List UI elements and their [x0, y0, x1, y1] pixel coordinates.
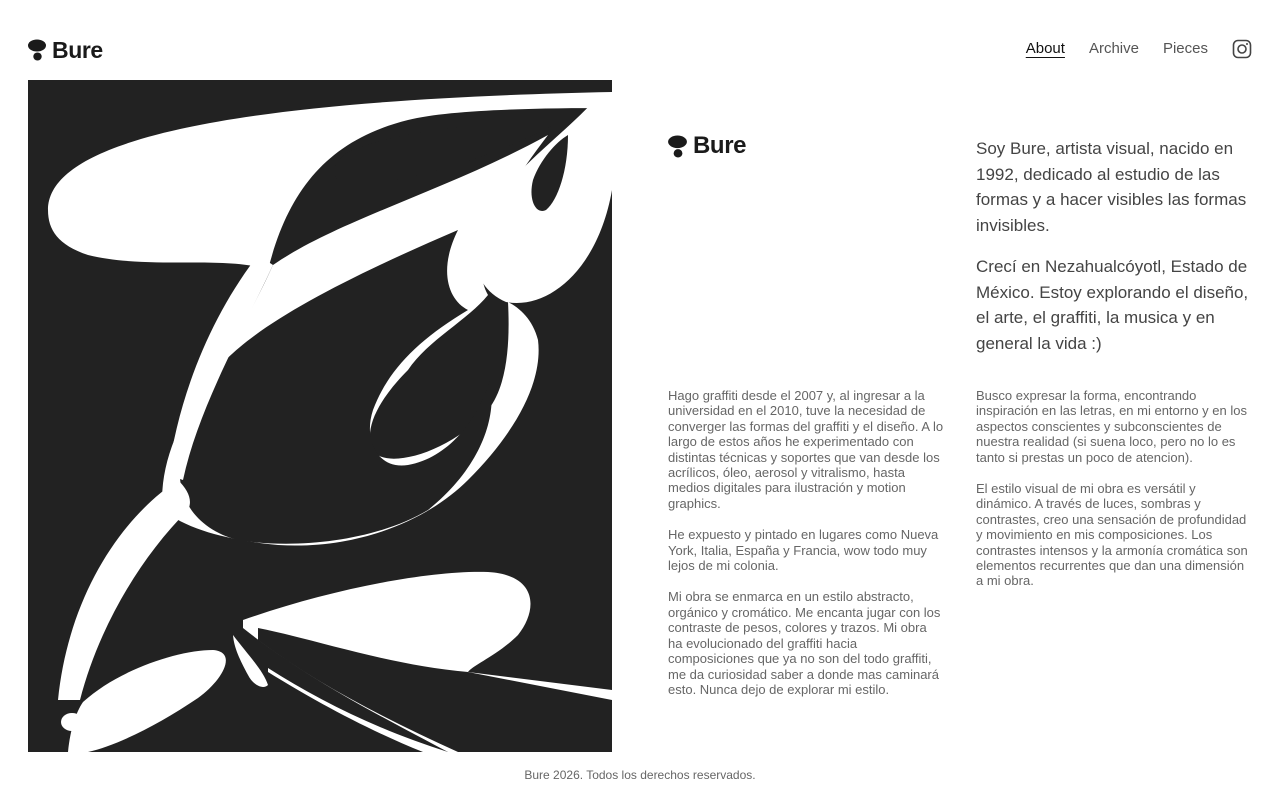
- artwork: [28, 80, 612, 752]
- bio-logo: [668, 132, 746, 160]
- mushroom-logo-icon: [668, 135, 687, 158]
- nav-about[interactable]: About: [1025, 40, 1065, 57]
- bio-intro: [976, 136, 1256, 372]
- bio-right-column: [976, 388, 1252, 605]
- bio-paragraph: He expuesto y pintado en lugares como Nueva York, Italia, España y Francia, wow todo muy lejos de mi colonia.: [668, 527, 939, 574]
- intro-paragraph: Soy Bure, artista visual, nacido en 1992, dedicado al estudio de las formas y a hacer visibles las formas invisibles.: [976, 139, 1247, 235]
- bio-left-column: [668, 388, 944, 713]
- bio-paragraph: Hago graffiti desde el 2007 y, al ingresar a la universidad en el 2010, tuve la necesidad de converger las formas del graffiti y el diseño. A lo largo de estos años he experimentado con distintas técnicas y soportes que van desde los acrílicos, óleo, aerosol y vitralismo, hasta medios digitales para ilustración y motion graphics.: [668, 388, 944, 511]
- nav-pieces[interactable]: Pieces: [1162, 40, 1208, 57]
- footer-copyright: Bure 2026. Todos los derechos reservados.: [524, 768, 756, 782]
- brand-name: Bure: [52, 37, 103, 63]
- nav-archive[interactable]: Archive: [1088, 40, 1139, 57]
- instagram-icon[interactable]: [1232, 39, 1252, 59]
- main-nav: [1002, 38, 1252, 60]
- bio-brand-name: Bure: [693, 132, 747, 159]
- mushroom-logo-icon: [28, 39, 46, 61]
- bio-paragraph: El estilo visual de mi obra es versátil y dinámico. A través de luces, sombras y contrastes, creo una sensación de profundidad y movimiento en mis composiciones. Los contrastes intensos y la armonía cromática son elementos recurrentes que dan una dimensión a mi obra.: [976, 481, 1248, 589]
- site-header: [0, 0, 1280, 80]
- abstract-artwork-illustration: [28, 80, 612, 752]
- bio-paragraph: Mi obra se enmarca en un estilo abstracto, orgánico y cromático. Me encanta jugar con los contraste de pesos, colores y trazos. Mi obra ha evolucionado del graffiti hacia composiciones que ya no son del todo graffiti, me da curiosidad saber a donde mas caminará esto. Nunca dejo de explorar mi estilo.: [668, 589, 941, 697]
- bio-paragraph: Busco expresar la forma, encontrando inspiración en las letras, en mi entorno y en los aspectos conscientes y subconscientes de nuestra realidad (si suena loco, pero no lo es tanto si prestas un poco de atencion).: [976, 388, 1247, 465]
- site-logo[interactable]: [28, 36, 103, 64]
- intro-paragraph: Crecí en Nezahualcóyotl, Estado de México. Estoy explorando el diseño, el arte, el graffiti, la musica y en general la vida :): [976, 257, 1249, 353]
